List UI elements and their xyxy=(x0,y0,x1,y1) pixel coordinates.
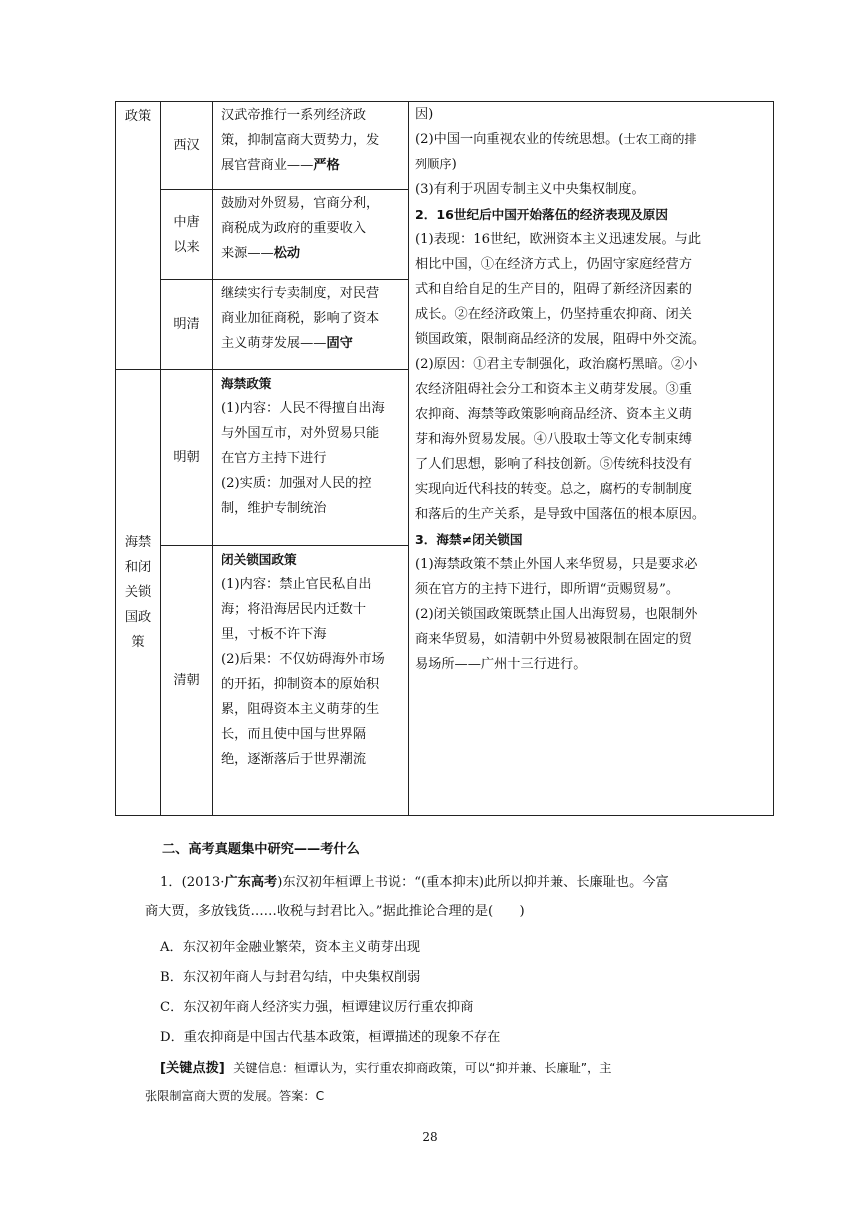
era-xihan: 西汉 xyxy=(161,102,213,190)
question-stem: 1．(2013·广东高考)东汉初年桓谭上书说：“(重本抑末)此所以抑并兼、长廉耻也。今富 xyxy=(160,875,669,890)
desc-zhongtang: 鼓励对外贸易，官商分利， 商税成为政府的重要收入 来源——松动 xyxy=(213,190,409,280)
category-policy: 政策 xyxy=(116,102,161,370)
era-qingchao: 清朝 xyxy=(161,546,213,816)
desc-mingchao: 海禁政策 (1)内容：人民不得擅自出海 与外国互市，对外贸易只能 在官方主持下进行 (2)实质：加强对人民的控 制，维护专制统治 xyxy=(213,370,409,546)
question-stem-2: 商大贾，多放钱货……收税与封君比入。”据此推论合理的是( ) xyxy=(145,904,525,919)
era-mingqing: 明清 xyxy=(161,280,213,370)
notes-column: 因) (2)中国一向重视农业的传统思想。(士农工商的排 列顺序) (3)有利于巩固专制主义中央集权制度。 2．16世纪后中国开始落伍的经济表现及原因 (1)表现：16世纪，欧洲资本主义迅速发展。与此 相比中国，①在经济方式上，仍固守家庭经营方 式和自给自足的生产目的，阻碍了新经济因素的 成长。②在经济政策上，仍坚持重农抑商、闭关 锁国政策，限制商品经济的发展，阻碍中外交流。 (2)原因：①君主专制强化，政治腐朽黑暗。②小 农经济阻碍社会分工和资本主义萌芽发展。③重 农抑商、海禁等政策影响商品经济、资本主义萌 芽和海外贸易发展。④八股取士等文化专制束缚 了人们思想，影响了科技创新。⑤传统科技没有 实现向近代科技的转变。总之，腐朽的专制制度 和落后的生产关系，是导致中国落伍的根本原因。 3．海禁≠闭关锁国 (1)海禁政策不禁止外国人来华贸易，只是要求必 须在官方的主持下进行，即所谓“贡赐贸易”。 (2)闭关锁国政策既禁止国人出海贸易，也限制外 商来华贸易，如清朝中外贸易被限制在固定的贸 易场所——广州十三行进行。 xyxy=(409,102,774,816)
key-tip: [关键点拨] 关键信息：桓谭认为，实行重农抑商政策，可以“抑并兼、长廉耻”，主 xyxy=(160,1061,612,1076)
desc-mingqing: 继续实行专卖制度，对民营 商业加征商税，影响了资本 主义萌芽发展——固守 xyxy=(213,280,409,370)
desc-xihan: 汉武帝推行一系列经济政 策，抑制富商大贾势力，发 展官营商业——严格 xyxy=(213,102,409,190)
heading-2: 2．16世纪后中国开始落伍的经济表现及原因 xyxy=(415,207,668,222)
option-c: C．东汉初年商人经济实力强，桓谭建议厉行重农抑商 xyxy=(160,1000,474,1015)
era-zhongtang: 中唐 以来 xyxy=(161,190,213,280)
heading-3: 3．海禁≠闭关锁国 xyxy=(415,532,523,547)
page-number: 28 xyxy=(422,1130,438,1144)
era-mingchao: 明朝 xyxy=(161,370,213,546)
category-haijin: 海禁 和闭 关锁 国政 策 xyxy=(116,370,161,816)
desc-qingchao: 闭关锁国政策 (1)内容：禁止官民私自出 海；将沿海居民内迁数十 里，寸板不许下海 (2)后果：不仅妨碍海外市场 的开拓，抑制资本的原始积 累，阻碍资本主义萌芽的生 长，而且使中国与世界隔 绝，逐渐落后于世界潮流 xyxy=(213,546,409,816)
key-tip-2: 张限制富商大贾的发展。答案：C xyxy=(145,1089,325,1103)
option-b: B．东汉初年商人与封君勾结，中央集权削弱 xyxy=(160,970,421,985)
option-a: A．东汉初年金融业繁荣，资本主义萌芽出现 xyxy=(160,940,421,955)
option-d: D．重农抑商是中国古代基本政策，桓谭描述的现象不存在 xyxy=(160,1030,501,1045)
policy-table xyxy=(115,101,774,816)
section-title: 二、高考真题集中研究——考什么 xyxy=(162,842,360,857)
